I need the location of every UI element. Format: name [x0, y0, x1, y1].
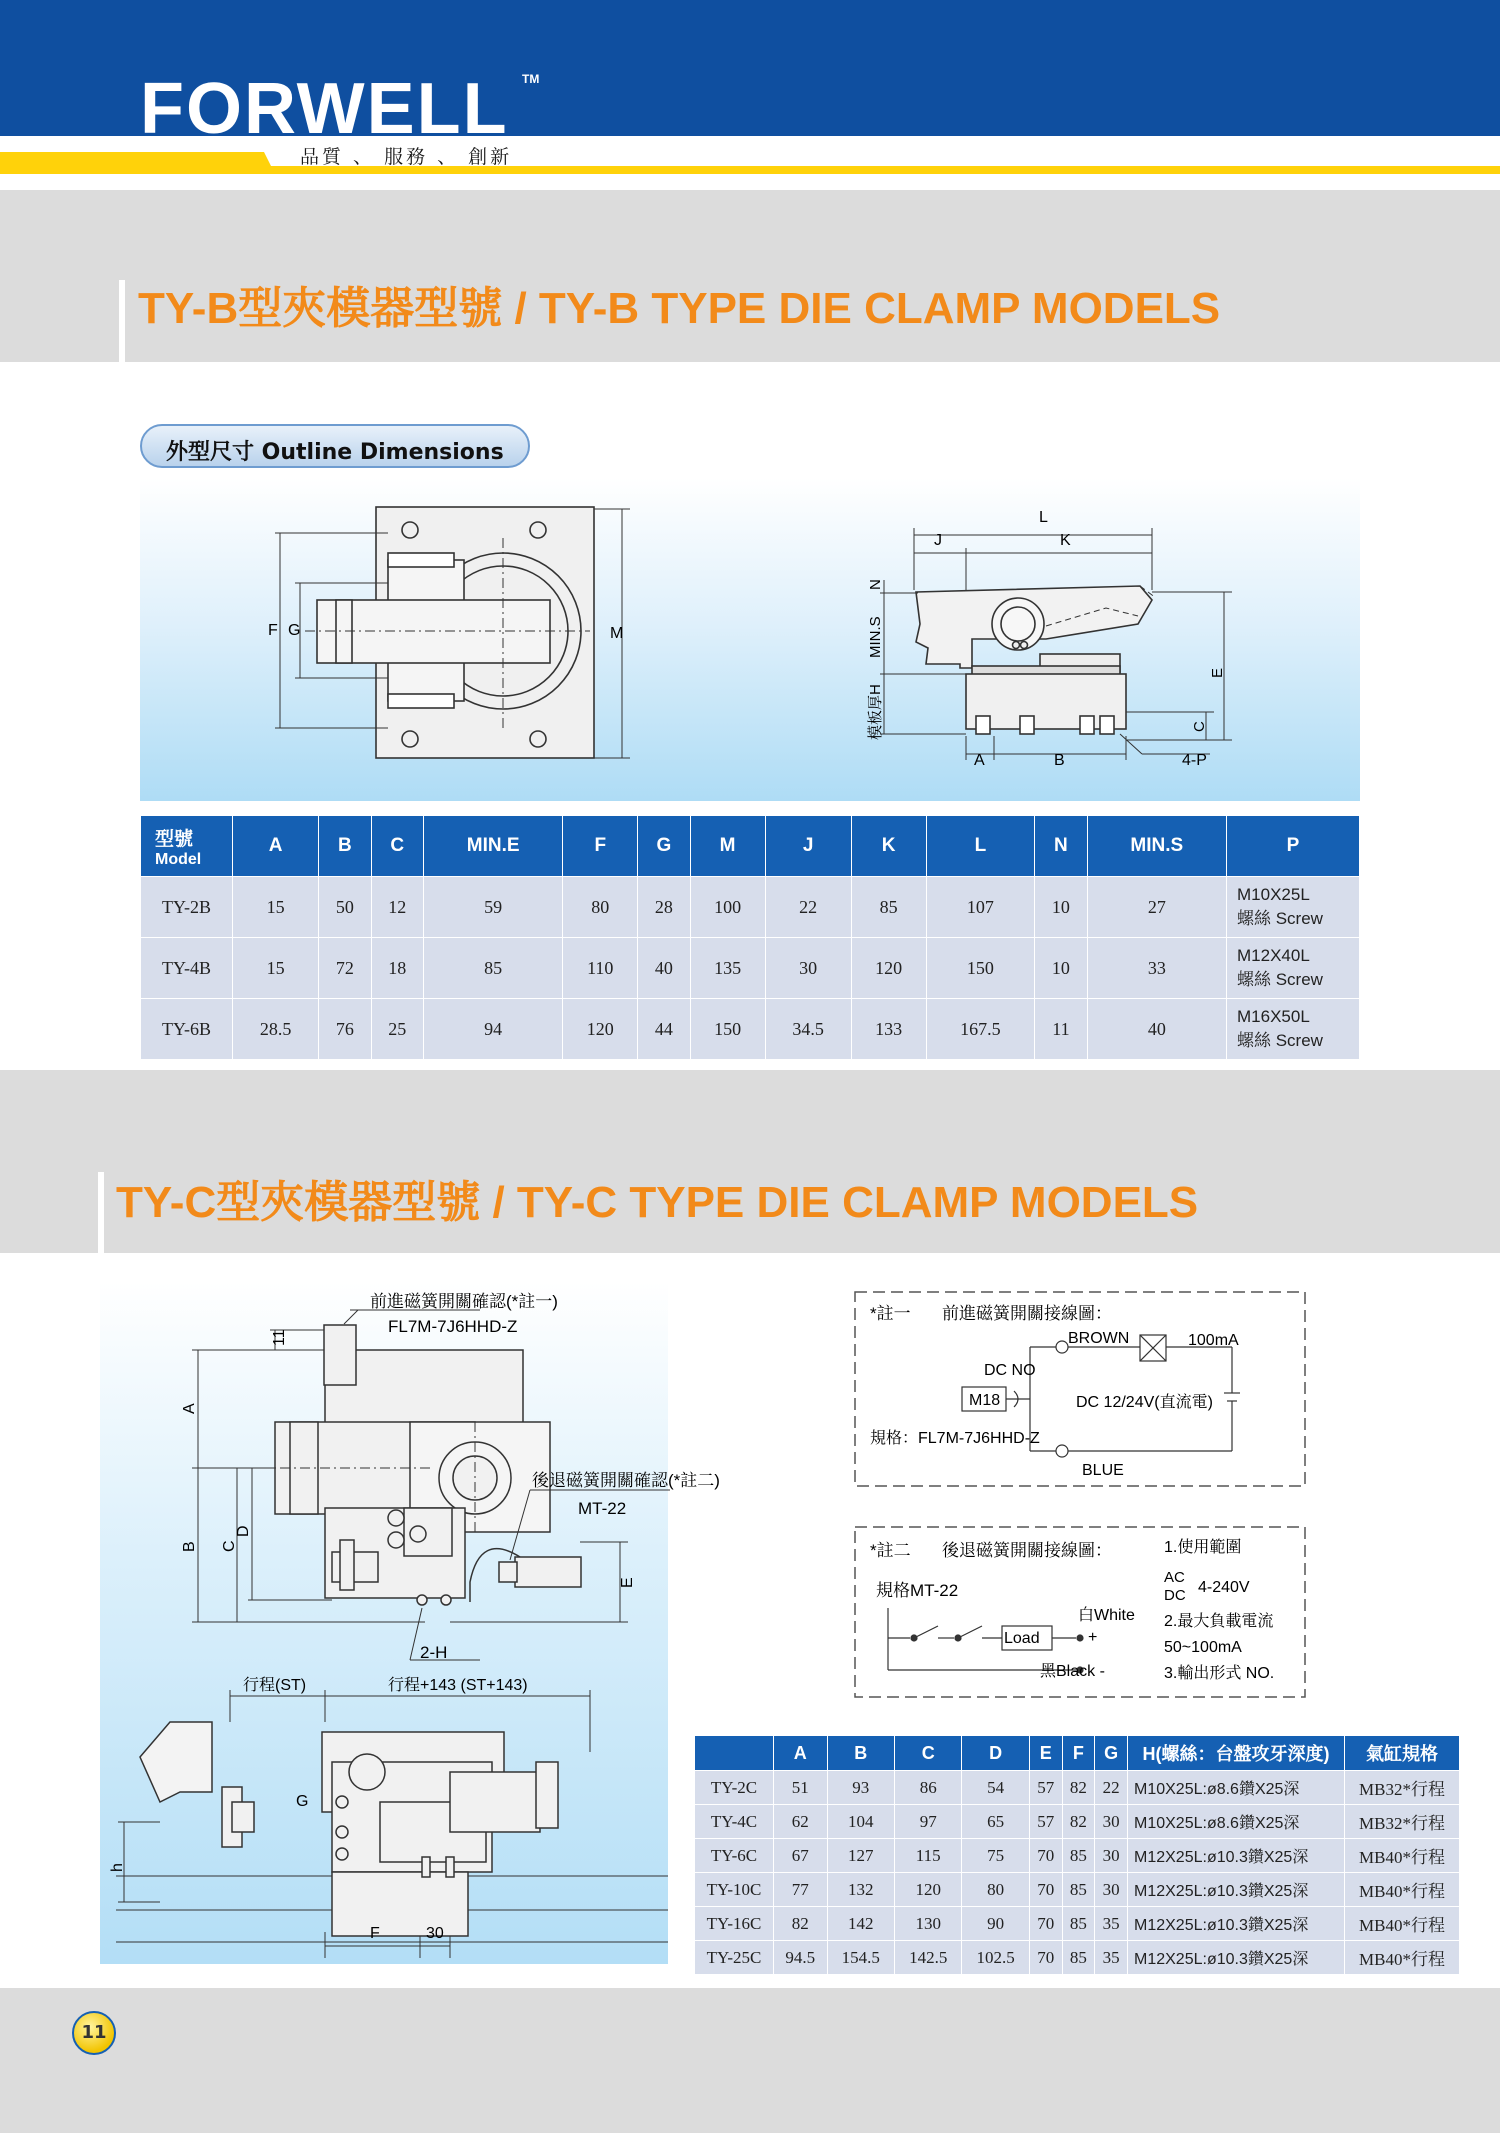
table-cell: 10 — [1035, 877, 1087, 938]
table-cell: 130 — [894, 1907, 961, 1941]
dim-c-f: F — [370, 1925, 380, 1942]
table-cell: MB40*行程 — [1345, 1873, 1460, 1907]
dim-b-mold-h: 模板厚H — [867, 684, 884, 740]
table-c-header: 氣缸規格 — [1345, 1736, 1460, 1771]
table-b-header-row — [141, 816, 1360, 877]
table-c-header: H(螺絲：台盤攻牙深度) — [1128, 1736, 1345, 1771]
label-rear-switch: 後退磁簧開關確認(*註二) — [532, 1471, 720, 1490]
dim-c-d: D — [235, 1525, 252, 1537]
table-cell: 15 — [233, 938, 319, 999]
table-cell: MB32*行程 — [1345, 1805, 1460, 1839]
note2-plus: + — [1088, 1629, 1098, 1646]
table-b-header: P — [1227, 816, 1360, 877]
table-cell: 82 — [774, 1907, 828, 1941]
table-cell: MB40*行程 — [1345, 1907, 1460, 1941]
table-cell: 40 — [1087, 999, 1226, 1060]
note2-max-current: 2.最大負載電流 — [1164, 1613, 1274, 1630]
table-cell: 70 — [1029, 1873, 1062, 1907]
table-cell: 30 — [1095, 1839, 1128, 1873]
table-cell: 85 — [424, 938, 563, 999]
dim-c-11: 11 — [271, 1329, 288, 1346]
table-cell: M12X25L:ø10.3鑽X25深 — [1128, 1873, 1345, 1907]
table-cell: M12X25L:ø10.3鑽X25深 — [1128, 1907, 1345, 1941]
dim-b-c: C — [1191, 721, 1208, 732]
header-accent-left — [0, 152, 275, 174]
dim-c-small-h: h — [109, 1863, 126, 1872]
diagram-c — [100, 1282, 720, 1964]
table-c — [694, 1735, 1460, 1975]
note2-ac: AC — [1164, 1569, 1185, 1586]
table-cell: 85 — [1062, 1873, 1095, 1907]
brand-trademark: TM — [522, 72, 540, 86]
table-b-header: B — [319, 816, 371, 877]
table-cell: 51 — [774, 1771, 828, 1805]
wiring-note-2 — [854, 1526, 1306, 1698]
table-c-header-row — [695, 1736, 1460, 1771]
table-cell-model: TY-4C — [695, 1805, 774, 1839]
section-c-bar — [98, 1172, 104, 1253]
table-cell: M12X25L:ø10.3鑽X25深 — [1128, 1941, 1345, 1975]
table-cell: 62 — [774, 1805, 828, 1839]
table-cell: 10 — [1035, 938, 1087, 999]
table-b-header: MIN.S — [1087, 816, 1226, 877]
table-cell: 22 — [1095, 1771, 1128, 1805]
note1-ma: 100mA — [1188, 1332, 1239, 1349]
table-cell: 167.5 — [926, 999, 1035, 1060]
table-cell: 100 — [690, 877, 765, 938]
diagram-b — [140, 478, 1360, 801]
table-cell-model: TY-6B — [141, 999, 233, 1060]
table-cell: 107 — [926, 877, 1035, 938]
table-cell: M12X25L:ø10.3鑽X25深 — [1128, 1839, 1345, 1873]
table-cell: 65 — [962, 1805, 1029, 1839]
section-c-title: TY-C型夾模器型號 / TY-C TYPE DIE CLAMP MODELS — [116, 1178, 1199, 1227]
table-row — [695, 1941, 1460, 1975]
dim-b-a: A — [974, 752, 985, 769]
note1-tag: *註一 — [870, 1304, 911, 1323]
dim-b-f: F — [268, 622, 278, 639]
brand-logo: FORWELL — [140, 69, 509, 149]
note2-dc: DC — [1164, 1587, 1186, 1604]
table-b-header: F — [563, 816, 638, 877]
note1-dc: DC 12/24V(直流電) — [1076, 1394, 1213, 1411]
note2-black: 黑Black - — [1040, 1663, 1105, 1680]
table-b-header: C — [371, 816, 423, 877]
table-cell: 59 — [424, 877, 563, 938]
table-cell: 34.5 — [765, 999, 851, 1060]
table-cell: 30 — [765, 938, 851, 999]
table-b-header: N — [1035, 816, 1087, 877]
note2-white: 白White — [1078, 1607, 1135, 1624]
table-cell: 133 — [851, 999, 926, 1060]
note1-title: 前進磁簧開關接線圖： — [942, 1304, 1112, 1323]
table-cell: 102.5 — [962, 1941, 1029, 1975]
table-cell-model: TY-16C — [695, 1907, 774, 1941]
table-cell: 30 — [1095, 1805, 1128, 1839]
table-cell: 127 — [827, 1839, 894, 1873]
table-cell-model: TY-6C — [695, 1839, 774, 1873]
note2-output: 3.輸出形式 NO. — [1164, 1665, 1275, 1682]
note2-voltage: 4-240V — [1198, 1579, 1250, 1596]
table-b-header: MIN.E — [424, 816, 563, 877]
table-cell: 85 — [851, 877, 926, 938]
table-cell: 85 — [1062, 1839, 1095, 1873]
table-c-header: A — [774, 1736, 828, 1771]
table-cell-screw: M10X25L 螺絲 Screw — [1227, 877, 1360, 938]
wiring-note-1 — [854, 1291, 1306, 1487]
table-cell-model: TY-4B — [141, 938, 233, 999]
table-cell: 57 — [1029, 1805, 1062, 1839]
table-b-header-model: 型號 Model — [141, 816, 233, 877]
note2-range: 1.使用範圍 — [1164, 1539, 1242, 1556]
dim-b-k: K — [1060, 532, 1071, 549]
table-cell: 35 — [1095, 1907, 1128, 1941]
table-cell: MB32*行程 — [1345, 1771, 1460, 1805]
table-cell-model: TY-2C — [695, 1771, 774, 1805]
table-cell: 25 — [371, 999, 423, 1060]
table-cell: 94 — [424, 999, 563, 1060]
table-c-header: C — [894, 1736, 961, 1771]
note1-dcno: DC NO — [984, 1362, 1036, 1379]
table-cell: 85 — [1062, 1941, 1095, 1975]
table-cell: 75 — [962, 1839, 1029, 1873]
table-cell: 97 — [894, 1805, 961, 1839]
table-cell: 15 — [233, 877, 319, 938]
note1-brown: BROWN — [1068, 1330, 1130, 1347]
dim-b-n: N — [867, 579, 884, 590]
note2-current-range: 50~100mA — [1164, 1639, 1242, 1656]
table-cell-model: TY-10C — [695, 1873, 774, 1907]
note1-blue: BLUE — [1082, 1462, 1124, 1479]
table-cell: 27 — [1087, 877, 1226, 938]
table-c-header — [695, 1736, 774, 1771]
dim-c-b: B — [181, 1541, 198, 1552]
table-row — [141, 877, 1360, 938]
table-cell: 93 — [827, 1771, 894, 1805]
table-b — [140, 815, 1360, 1060]
table-cell: 132 — [827, 1873, 894, 1907]
table-cell: 18 — [371, 938, 423, 999]
table-cell: 44 — [638, 999, 690, 1060]
table-row — [695, 1839, 1460, 1873]
table-cell-model: TY-2B — [141, 877, 233, 938]
table-cell: 70 — [1029, 1941, 1062, 1975]
table-cell: 90 — [962, 1907, 1029, 1941]
note2-spec: 規格MT-22 — [876, 1581, 959, 1600]
dim-b-j: J — [934, 532, 942, 549]
table-c-header: G — [1095, 1736, 1128, 1771]
table-cell: 86 — [894, 1771, 961, 1805]
table-b-header: J — [765, 816, 851, 877]
table-cell: M10X25L:ø8.6鑽X25深 — [1128, 1771, 1345, 1805]
dim-b-p: 4-P — [1182, 752, 1207, 769]
table-cell: 135 — [690, 938, 765, 999]
table-cell: 76 — [319, 999, 371, 1060]
table-cell: 11 — [1035, 999, 1087, 1060]
table-cell-model: TY-25C — [695, 1941, 774, 1975]
note2-tag: *註二 — [870, 1541, 911, 1560]
table-b-header: L — [926, 816, 1035, 877]
section-b-title: TY-B型夾模器型號 / TY-B TYPE DIE CLAMP MODELS — [138, 284, 1221, 333]
label-front-switch: 前進磁簧開關確認(*註一) — [370, 1292, 558, 1311]
table-cell: 110 — [563, 938, 638, 999]
dim-b-e: E — [1209, 667, 1226, 678]
table-cell: 85 — [1062, 1907, 1095, 1941]
table-row — [695, 1805, 1460, 1839]
table-cell: 80 — [563, 877, 638, 938]
label-front-model: FL7M-7J6HHD-Z — [388, 1317, 518, 1336]
table-cell: 54 — [962, 1771, 1029, 1805]
table-cell: MB40*行程 — [1345, 1839, 1460, 1873]
table-cell: 57 — [1029, 1771, 1062, 1805]
page-number: 11 — [72, 2011, 116, 2055]
table-cell: 72 — [319, 938, 371, 999]
table-cell-screw: M16X50L 螺絲 Screw — [1227, 999, 1360, 1060]
table-c-header: D — [962, 1736, 1029, 1771]
dim-c-e: E — [619, 1577, 636, 1588]
table-cell: 77 — [774, 1873, 828, 1907]
table-cell: 94.5 — [774, 1941, 828, 1975]
table-cell: 22 — [765, 877, 851, 938]
table-cell: 40 — [638, 938, 690, 999]
table-row — [141, 999, 1360, 1060]
table-row — [695, 1907, 1460, 1941]
note2-load: Load — [1004, 1630, 1040, 1647]
table-cell-screw: M12X40L 螺絲 Screw — [1227, 938, 1360, 999]
dim-c-h: 2-H — [420, 1643, 448, 1662]
table-cell: M10X25L:ø8.6鑽X25深 — [1128, 1805, 1345, 1839]
table-cell: 28.5 — [233, 999, 319, 1060]
table-b-header: M — [690, 816, 765, 877]
table-cell: 67 — [774, 1839, 828, 1873]
table-row — [695, 1771, 1460, 1805]
outline-dimensions-pill: 外型尺寸 Outline Dimensions — [140, 424, 530, 468]
dim-c-stroke-plus: 行程+143 (ST+143) — [388, 1677, 528, 1694]
dim-b-l: L — [1039, 509, 1048, 526]
table-cell: 150 — [690, 999, 765, 1060]
table-cell: 35 — [1095, 1941, 1128, 1975]
dim-c-g: G — [296, 1793, 309, 1810]
table-cell: 142 — [827, 1907, 894, 1941]
table-cell: 120 — [563, 999, 638, 1060]
table-cell: 120 — [894, 1873, 961, 1907]
table-cell: 154.5 — [827, 1941, 894, 1975]
dim-b-m: M — [610, 625, 624, 642]
dim-b-g: G — [288, 622, 301, 639]
dim-b-b: B — [1054, 752, 1065, 769]
dim-c-c: C — [221, 1540, 238, 1552]
table-cell: 80 — [962, 1873, 1029, 1907]
section-b-bar — [119, 280, 125, 362]
table-cell: 50 — [319, 877, 371, 938]
table-c-header: E — [1029, 1736, 1062, 1771]
dim-c-30: 30 — [426, 1925, 444, 1942]
table-cell: 120 — [851, 938, 926, 999]
table-row — [695, 1873, 1460, 1907]
table-cell: MB40*行程 — [1345, 1941, 1460, 1975]
table-cell: 82 — [1062, 1805, 1095, 1839]
brand-tagline: 品質 、 服務 、 創新 — [300, 146, 513, 168]
note2-title: 後退磁簧開關接線圖： — [942, 1541, 1112, 1560]
table-cell: 150 — [926, 938, 1035, 999]
table-cell: 30 — [1095, 1873, 1128, 1907]
table-c-header: B — [827, 1736, 894, 1771]
table-cell: 70 — [1029, 1839, 1062, 1873]
table-cell: 70 — [1029, 1907, 1062, 1941]
note1-m18: M18 — [969, 1392, 1001, 1409]
table-b-header: K — [851, 816, 926, 877]
table-b-header: G — [638, 816, 690, 877]
dim-c-a: A — [181, 1403, 198, 1414]
note1-spec: 規格：FL7M-7J6HHD-Z — [870, 1430, 1040, 1447]
table-cell: 12 — [371, 877, 423, 938]
table-c-header: F — [1062, 1736, 1095, 1771]
table-cell: 28 — [638, 877, 690, 938]
table-cell: 142.5 — [894, 1941, 961, 1975]
table-row — [141, 938, 1360, 999]
table-b-header: A — [233, 816, 319, 877]
table-cell: 104 — [827, 1805, 894, 1839]
table-cell: 33 — [1087, 938, 1226, 999]
table-cell: 115 — [894, 1839, 961, 1873]
dim-b-mins: MIN.S — [867, 616, 884, 658]
table-cell: 82 — [1062, 1771, 1095, 1805]
page-footer — [0, 1988, 1500, 2133]
label-rear-model: MT-22 — [578, 1499, 627, 1518]
dim-c-stroke: 行程(ST) — [243, 1677, 307, 1694]
